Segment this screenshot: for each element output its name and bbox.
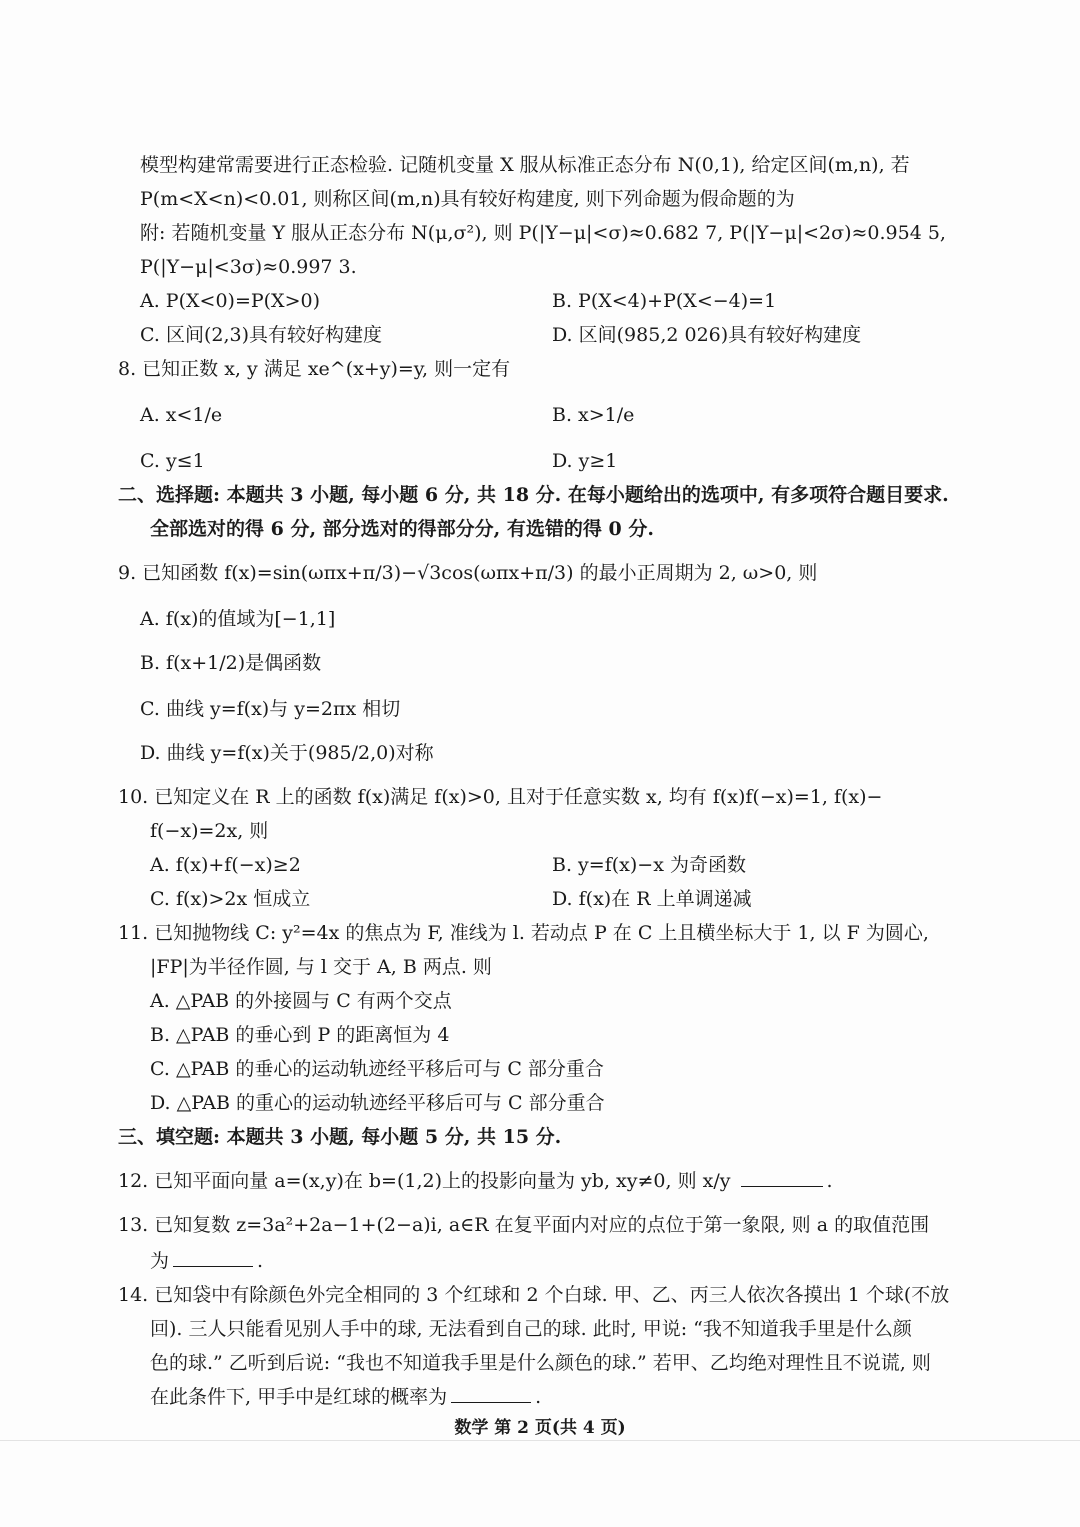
q14-line-3: 色的球.” 乙听到后说: “我也不知道我手里是什么颜色的球.” 若甲、乙均绝对理性且不说谎, 则 [150, 1352, 931, 1374]
q10-option-b: B. y=f(x)−x 为奇函数 [552, 854, 746, 876]
q11-option-a: A. △PAB 的外接圆与 C 有两个交点 [150, 990, 452, 1012]
section-3-heading: 三、填空题: 本题共 3 小题, 每小题 5 分, 共 15 分. [118, 1126, 562, 1148]
q10-option-c: C. f(x)>2x 恒成立 [150, 888, 311, 910]
q13-line-2: 为 . [150, 1250, 264, 1272]
q8-option-b: B. x>1/e [552, 404, 635, 426]
q10-line-1: 10. 已知定义在 R 上的函数 f(x)满足 f(x)>0, 且对于任意实数 x, 均有 f(x)f(−x)=1, f(x)− [118, 786, 883, 808]
q9-option-c: C. 曲线 y=f(x)与 y=2πx 相切 [140, 698, 401, 720]
q7-option-c: C. 区间(2,3)具有较好构建度 [140, 324, 382, 346]
q14-text: 在此条件下, 甲手中是红球的概率为 [150, 1386, 448, 1408]
q8-option-a: A. x<1/e [140, 404, 223, 426]
q12-answer-blank[interactable] [741, 1168, 823, 1187]
q10-option-a: A. f(x)+f(−x)≥2 [150, 854, 301, 876]
q9-option-b: B. f(x+1/2)是偶函数 [140, 652, 322, 674]
q11-option-b: B. △PAB 的垂心到 P 的距离恒为 4 [150, 1024, 450, 1046]
q14-line-1: 14. 已知袋中有除颜色外完全相同的 3 个红球和 2 个白球. 甲、乙、丙三人依次各摸出 1 个球(不放 [118, 1284, 950, 1306]
q7-line-1: 模型构建常需要进行正态检验. 记随机变量 X 服从标准正态分布 N(0,1), 给定区间(m,n), 若 [140, 154, 910, 176]
q7-option-b: B. P(X<4)+P(X<−4)=1 [552, 290, 777, 312]
q8-option-c: C. y≤1 [140, 450, 205, 472]
q11-option-c: C. △PAB 的垂心的运动轨迹经平移后可与 C 部分重合 [150, 1058, 604, 1080]
q9-option-a: A. f(x)的值域为[−1,1] [140, 608, 336, 630]
q13-answer-blank[interactable] [173, 1248, 253, 1267]
q8-option-d: D. y≥1 [552, 450, 618, 472]
q13-line-1: 13. 已知复数 z=3a²+2a−1+(2−a)i, a∈R 在复平面内对应的点位于第一象限, 则 a 的取值范围 [118, 1214, 930, 1236]
q14-line-2: 回). 三人只能看见别人手中的球, 无法看到自己的球. 此时, 甲说: “我不知道我手里是什么颜 [150, 1318, 912, 1340]
section-2-heading: 二、选择题: 本题共 3 小题, 每小题 6 分, 共 18 分. 在每小题给出的选项中, 有多项符合题目要求. [118, 484, 949, 506]
q11-line-1: 11. 已知抛物线 C: y²=4x 的焦点为 F, 准线为 l. 若动点 P 在 C 上且横坐标大于 1, 以 F 为圆心, [118, 922, 929, 944]
page-footer: 数学 第 2 页(共 4 页) [454, 1418, 626, 1438]
q14-answer-blank[interactable] [451, 1384, 531, 1403]
section-2-scoring: 全部选对的得 6 分, 部分选对的得部分分, 有选错的得 0 分. [150, 518, 654, 540]
q8-stem: 8. 已知正数 x, y 满足 xe^(x+y)=y, 则一定有 [118, 358, 511, 380]
q7-option-a: A. P(X<0)=P(X>0) [140, 290, 321, 312]
q10-option-d: D. f(x)在 R 上单调递减 [552, 888, 752, 910]
q12-stem: 12. 已知平面向量 a=(x,y)在 b=(1,2)上的投影向量为 yb, xy≠0, 则 x/y . [118, 1170, 833, 1192]
page-bottom-divider [0, 1440, 1080, 1441]
q11-option-d: D. △PAB 的重心的运动轨迹经平移后可与 C 部分重合 [150, 1092, 605, 1114]
q7-line-2: P(m<X<n)<0.01, 则称区间(m,n)具有较好构建度, 则下列命题为假命题的为 [140, 188, 795, 210]
q7-appendix-line-2: P(|Y−μ|<3σ)≈0.997 3. [140, 256, 357, 278]
q14-line-4: 在此条件下, 甲手中是红球的概率为 . [150, 1386, 542, 1408]
q9-option-d: D. 曲线 y=f(x)关于(985/2,0)对称 [140, 742, 434, 764]
q11-line-2: |FP|为半径作圆, 与 l 交于 A, B 两点. 则 [150, 956, 492, 978]
q9-stem: 9. 已知函数 f(x)=sin(ωπx+π/3)−√3cos(ωπx+π/3) 的最小正周期为 2, ω>0, 则 [118, 562, 818, 584]
q7-option-d: D. 区间(985,2 026)具有较好构建度 [552, 324, 862, 346]
q13-text: 为 [150, 1250, 170, 1272]
q12-text: 12. 已知平面向量 a=(x,y)在 b=(1,2)上的投影向量为 yb, xy≠0, 则 x/y [118, 1170, 731, 1192]
q10-line-2: f(−x)=2x, 则 [150, 820, 269, 842]
q7-appendix-line-1: 附: 若随机变量 Y 服从正态分布 N(μ,σ²), 则 P(|Y−μ|<σ)≈0.682 7, P(|Y−μ|<2σ)≈0.954 5, [140, 222, 946, 244]
